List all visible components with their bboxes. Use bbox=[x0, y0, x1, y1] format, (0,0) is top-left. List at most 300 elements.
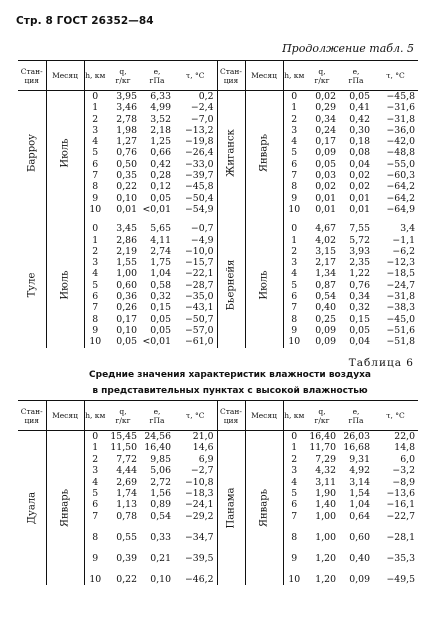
humidity-value: 0,02 bbox=[315, 91, 336, 102]
height-value: 4 bbox=[291, 268, 298, 280]
temperature-value: −31,6 bbox=[386, 102, 415, 114]
temperature-value: −43,1 bbox=[174, 302, 217, 313]
table-row bbox=[18, 91, 418, 103]
pressure-value: 5,72 bbox=[349, 234, 370, 246]
pressure-value: 2,74 bbox=[150, 245, 171, 257]
height-value: 4 bbox=[92, 476, 99, 488]
temperature-value: −22,1 bbox=[174, 268, 217, 279]
header-pressure-e: e, гПа bbox=[339, 61, 373, 91]
header-height: h, км bbox=[84, 401, 106, 431]
pressure-value: 3,93 bbox=[349, 245, 370, 257]
height-value: 3 bbox=[92, 465, 99, 477]
humidity-value: 1,00 bbox=[315, 531, 336, 543]
temperature-value: 14,8 bbox=[394, 442, 415, 454]
header-temperature: τ, °C bbox=[174, 61, 217, 91]
header-temperature: τ, °C bbox=[373, 61, 418, 91]
height-value: 7 bbox=[92, 170, 99, 182]
humidity-value: 2,86 bbox=[116, 234, 137, 246]
height-value: 10 bbox=[288, 336, 301, 348]
pressure-value: 0,42 bbox=[349, 113, 370, 125]
humidity-value: 1,20 bbox=[315, 573, 336, 585]
pressure-value: 0,18 bbox=[349, 136, 370, 148]
humidity-value: 0,09 bbox=[315, 336, 336, 348]
pressure-value: 0,09 bbox=[349, 573, 370, 585]
height-value: 1 bbox=[291, 234, 298, 246]
humidity-value: 0,09 bbox=[315, 324, 336, 336]
pressure-value: 0,64 bbox=[349, 510, 370, 522]
humidity-value: 0,10 bbox=[116, 324, 137, 336]
temperature-value: −57,0 bbox=[174, 325, 217, 336]
height-value: 3 bbox=[92, 124, 99, 136]
height-value: 6 bbox=[291, 158, 298, 170]
height-value: 4 bbox=[92, 268, 99, 280]
height-value: 5 bbox=[92, 147, 99, 159]
temperature-value: −35,3 bbox=[386, 552, 415, 564]
height-value: 0 bbox=[92, 91, 99, 102]
header-humidity-q: q, г/кг bbox=[305, 401, 339, 431]
height-value: 8 bbox=[291, 313, 298, 325]
temperature-value: −34,7 bbox=[174, 522, 217, 543]
pressure-value: 0,54 bbox=[150, 510, 171, 522]
humidity-value: 4,44 bbox=[116, 465, 137, 477]
table-title-line: Средние значения характеристик влажности воздуха bbox=[89, 370, 371, 380]
height-value: 4 bbox=[92, 136, 99, 148]
pressure-value: 0,28 bbox=[150, 170, 171, 182]
temperature-value: −45,8 bbox=[386, 91, 415, 102]
humidity-value: 3,95 bbox=[116, 91, 137, 102]
height-value: 3 bbox=[291, 124, 298, 136]
height-value: 1 bbox=[291, 442, 298, 454]
humidity-value: 1,40 bbox=[315, 499, 336, 511]
table-continuation-label: Продолжение табл. 5 bbox=[282, 42, 414, 55]
pressure-value: 9,85 bbox=[150, 453, 171, 465]
temperature-value: 21,0 bbox=[174, 431, 217, 443]
pressure-value: 0,04 bbox=[349, 158, 370, 170]
humidity-value: 1,00 bbox=[116, 268, 137, 280]
pressure-value: 0,40 bbox=[349, 552, 370, 564]
pressure-value: 0,32 bbox=[150, 291, 171, 303]
temperature-value: −16,1 bbox=[386, 499, 415, 511]
height-value: 5 bbox=[92, 279, 99, 291]
pressure-value: 0,01 bbox=[349, 203, 370, 215]
height-value: 0 bbox=[92, 431, 99, 442]
station-name: Дуала bbox=[18, 431, 46, 586]
height-value: 1 bbox=[92, 234, 99, 246]
pressure-value: <0,01 bbox=[142, 203, 171, 215]
height-value: 2 bbox=[92, 113, 99, 125]
header-height: h, км bbox=[84, 61, 106, 91]
station-name: Панама bbox=[217, 431, 245, 586]
table-5-continued bbox=[18, 60, 418, 348]
humidity-value: 4,67 bbox=[315, 223, 336, 235]
temperature-value: −28,1 bbox=[386, 531, 415, 543]
height-value: 1 bbox=[291, 102, 298, 114]
temperature-value: −24,1 bbox=[174, 499, 217, 510]
height-value: 10 bbox=[89, 203, 102, 215]
pressure-value: 0,12 bbox=[150, 181, 171, 193]
table-6 bbox=[18, 400, 418, 585]
temperature-value: −48,8 bbox=[386, 147, 415, 159]
humidity-value: 0,50 bbox=[116, 158, 137, 170]
height-value: 6 bbox=[291, 499, 298, 511]
header-station: Стан- ция bbox=[18, 61, 46, 91]
temperature-value: −51,6 bbox=[386, 324, 415, 336]
temperature-value: −1,1 bbox=[392, 234, 415, 246]
height-value: 9 bbox=[291, 552, 298, 564]
height-value: 9 bbox=[291, 324, 298, 336]
header-humidity-q: q, г/кг bbox=[106, 401, 140, 431]
humidity-value: 0,05 bbox=[315, 158, 336, 170]
temperature-value: −55,0 bbox=[386, 158, 415, 170]
table-row bbox=[18, 223, 418, 234]
humidity-value: 0,60 bbox=[116, 279, 137, 291]
table-title bbox=[40, 367, 420, 399]
temperature-value: −22,7 bbox=[386, 510, 415, 522]
pressure-value: 1,04 bbox=[349, 499, 370, 511]
temperature-value: −19,8 bbox=[174, 136, 217, 147]
height-value: 2 bbox=[92, 245, 99, 257]
temperature-value: 6,0 bbox=[400, 453, 415, 465]
humidity-value: 3,46 bbox=[116, 102, 137, 114]
temperature-value: −13,2 bbox=[174, 125, 217, 136]
group-spacer bbox=[18, 215, 418, 223]
temperature-value: −64,9 bbox=[386, 203, 415, 215]
humidity-value: 1,20 bbox=[315, 552, 336, 564]
temperature-value: −42,0 bbox=[386, 136, 415, 148]
height-value: 7 bbox=[291, 170, 298, 182]
height-value: 7 bbox=[92, 302, 99, 314]
station-name: Бьернейя bbox=[217, 223, 245, 347]
pressure-value: 4,92 bbox=[349, 465, 370, 477]
pressure-value: 0,01 bbox=[349, 192, 370, 204]
temperature-value: −24,7 bbox=[386, 279, 415, 291]
height-value: 4 bbox=[291, 476, 298, 488]
height-value: 9 bbox=[291, 192, 298, 204]
header-temperature: τ, °C bbox=[373, 401, 418, 431]
pressure-value: 0,05 bbox=[349, 91, 370, 102]
pressure-value: 2,35 bbox=[349, 257, 370, 269]
humidity-value: 0,01 bbox=[116, 203, 137, 215]
pressure-value: 0,05 bbox=[150, 192, 171, 204]
humidity-value: 11,70 bbox=[309, 442, 336, 454]
humidity-value: 0,05 bbox=[116, 336, 137, 348]
header-station: Стан- ция bbox=[217, 61, 245, 91]
temperature-value: −10,8 bbox=[174, 477, 217, 488]
humidity-value: 1,74 bbox=[116, 488, 137, 500]
pressure-value: 1,25 bbox=[150, 136, 171, 148]
pressure-value: 5,06 bbox=[150, 465, 171, 477]
header-height: h, км bbox=[283, 401, 305, 431]
pressure-value: 24,56 bbox=[144, 431, 171, 442]
temperature-value: −39,7 bbox=[174, 170, 217, 181]
temperature-value: −33,0 bbox=[174, 159, 217, 170]
height-value: 9 bbox=[92, 324, 99, 336]
month-name: Июль bbox=[46, 91, 84, 216]
humidity-value: 16,40 bbox=[309, 431, 336, 442]
pressure-value: <0,01 bbox=[142, 336, 171, 348]
pressure-value: 0,05 bbox=[150, 313, 171, 325]
header-station: Стан- ция bbox=[217, 401, 245, 431]
temperature-value: −26,4 bbox=[174, 147, 217, 158]
temperature-value: −39,5 bbox=[174, 543, 217, 564]
pressure-value: 0,60 bbox=[349, 531, 370, 543]
pressure-value: 1,54 bbox=[349, 488, 370, 500]
pressure-value: 3,52 bbox=[150, 113, 171, 125]
pressure-value: 0,05 bbox=[349, 324, 370, 336]
height-value: 8 bbox=[92, 531, 99, 543]
height-value: 8 bbox=[92, 313, 99, 325]
humidity-value: 0,22 bbox=[116, 181, 137, 193]
temperature-value: −10,0 bbox=[174, 246, 217, 257]
temperature-value: 6,9 bbox=[174, 454, 217, 465]
humidity-value: 0,24 bbox=[315, 124, 336, 136]
humidity-value: 0,17 bbox=[116, 313, 137, 325]
pressure-value: 1,22 bbox=[349, 268, 370, 280]
height-value: 6 bbox=[92, 499, 99, 511]
station-name: Жиганск bbox=[217, 91, 245, 216]
height-value: 6 bbox=[92, 291, 99, 303]
height-value: 8 bbox=[92, 181, 99, 193]
humidity-value: 4,02 bbox=[315, 234, 336, 246]
pressure-value: 1,56 bbox=[150, 488, 171, 500]
temperature-value: −28,7 bbox=[174, 280, 217, 291]
pressure-value: 1,75 bbox=[150, 257, 171, 269]
height-value: 0 bbox=[291, 431, 298, 442]
temperature-value: −0,7 bbox=[174, 223, 217, 234]
humidity-value: 11,50 bbox=[110, 442, 137, 454]
temperature-value: −50,7 bbox=[174, 314, 217, 325]
header-pressure-e: e, гПа bbox=[140, 401, 174, 431]
height-value: 8 bbox=[291, 181, 298, 193]
temperature-value: −13,6 bbox=[386, 488, 415, 500]
pressure-value: 0,05 bbox=[150, 324, 171, 336]
pressure-value: 0,08 bbox=[349, 147, 370, 159]
temperature-value: −54,9 bbox=[174, 204, 217, 215]
header-temperature: τ, °C bbox=[174, 401, 217, 431]
month-name: Июль bbox=[46, 223, 84, 347]
humidity-value: 0,55 bbox=[116, 531, 137, 543]
humidity-value: 0,01 bbox=[315, 192, 336, 204]
humidity-value: 7,72 bbox=[116, 453, 137, 465]
humidity-value: 1,00 bbox=[315, 510, 336, 522]
height-value: 0 bbox=[92, 223, 99, 235]
month-name: Январь bbox=[245, 91, 283, 216]
height-value: 2 bbox=[92, 453, 99, 465]
height-value: 7 bbox=[92, 510, 99, 522]
station-name: Туле bbox=[18, 223, 46, 347]
humidity-value: 0,34 bbox=[315, 113, 336, 125]
height-value: 2 bbox=[291, 453, 298, 465]
humidity-value: 0,78 bbox=[116, 510, 137, 522]
temperature-value: −18,3 bbox=[174, 488, 217, 499]
humidity-value: 1,34 bbox=[315, 268, 336, 280]
humidity-value: 3,45 bbox=[116, 223, 137, 235]
month-name: Январь bbox=[46, 431, 84, 586]
height-value: 10 bbox=[89, 573, 102, 585]
pressure-value: 0,02 bbox=[349, 181, 370, 193]
humidity-value: 2,69 bbox=[116, 476, 137, 488]
pressure-value: 0,66 bbox=[150, 147, 171, 159]
humidity-value: 0,09 bbox=[315, 147, 336, 159]
humidity-value: 2,19 bbox=[116, 245, 137, 257]
temperature-value: 14,6 bbox=[174, 442, 217, 453]
temperature-value: −2,7 bbox=[174, 465, 217, 476]
pressure-value: 3,14 bbox=[349, 476, 370, 488]
humidity-value: 7,29 bbox=[315, 453, 336, 465]
header-month: Месяц bbox=[245, 401, 283, 431]
header-month: Месяц bbox=[46, 61, 84, 91]
humidity-value: 0,03 bbox=[315, 170, 336, 182]
humidity-value: 0,10 bbox=[116, 192, 137, 204]
temperature-value: −60,3 bbox=[386, 170, 415, 182]
temperature-value: −3,2 bbox=[392, 465, 415, 477]
pressure-value: 2,72 bbox=[150, 476, 171, 488]
height-value: 9 bbox=[92, 192, 99, 204]
humidity-value: 0,40 bbox=[315, 302, 336, 314]
humidity-value: 0,26 bbox=[116, 302, 137, 314]
header-month: Месяц bbox=[46, 401, 84, 431]
height-value: 3 bbox=[291, 257, 298, 269]
pressure-value: 0,42 bbox=[150, 158, 171, 170]
humidity-value: 3,11 bbox=[315, 476, 336, 488]
height-value: 10 bbox=[288, 573, 301, 585]
height-value: 5 bbox=[291, 147, 298, 159]
temperature-value: −15,7 bbox=[174, 257, 217, 268]
height-value: 6 bbox=[291, 291, 298, 303]
temperature-value: −31,8 bbox=[386, 291, 415, 303]
temperature-value: −12,3 bbox=[386, 257, 415, 269]
height-value: 5 bbox=[291, 488, 298, 500]
header-month: Месяц bbox=[245, 61, 283, 91]
height-value: 0 bbox=[291, 91, 298, 102]
temperature-value: −29,2 bbox=[174, 511, 217, 522]
humidity-value: 1,98 bbox=[116, 124, 137, 136]
temperature-value: −36,0 bbox=[386, 124, 415, 136]
temperature-value: −38,3 bbox=[386, 302, 415, 314]
height-value: 4 bbox=[291, 136, 298, 148]
height-value: 7 bbox=[291, 302, 298, 314]
pressure-value: 5,65 bbox=[150, 223, 171, 235]
temperature-value: −45,8 bbox=[174, 181, 217, 192]
pressure-value: 2,18 bbox=[150, 124, 171, 136]
pressure-value: 0,34 bbox=[349, 291, 370, 303]
height-value: 2 bbox=[291, 113, 298, 125]
header-humidity-q: q, г/кг bbox=[106, 61, 140, 91]
station-name: Барроу bbox=[18, 91, 46, 216]
temperature-value: −7,0 bbox=[174, 114, 217, 125]
height-value: 7 bbox=[291, 510, 298, 522]
temperature-value: 3,4 bbox=[400, 223, 415, 235]
pressure-value: 0,04 bbox=[349, 336, 370, 348]
humidity-value: 0,17 bbox=[315, 136, 336, 148]
humidity-value: 2,17 bbox=[315, 257, 336, 269]
temperature-value: −18,5 bbox=[386, 268, 415, 280]
temperature-value: 22,0 bbox=[394, 431, 415, 442]
temperature-value: −8,9 bbox=[392, 476, 415, 488]
humidity-value: 15,45 bbox=[110, 431, 137, 442]
humidity-value: 0,36 bbox=[116, 291, 137, 303]
pressure-value: 16,68 bbox=[343, 442, 370, 454]
temperature-value: −50,4 bbox=[174, 193, 217, 204]
pressure-value: 4,99 bbox=[150, 102, 171, 114]
temperature-value: −45,0 bbox=[386, 313, 415, 325]
humidity-value: 1,90 bbox=[315, 488, 336, 500]
humidity-value: 0,02 bbox=[315, 181, 336, 193]
temperature-value: −35,0 bbox=[174, 291, 217, 302]
pressure-value: 0,21 bbox=[150, 552, 171, 564]
pressure-value: 0,32 bbox=[349, 302, 370, 314]
table-number: Таблица 6 bbox=[348, 357, 414, 369]
header-humidity-q: q, г/кг bbox=[305, 61, 339, 91]
pressure-value: 0,33 bbox=[150, 531, 171, 543]
temperature-value: 0,2 bbox=[174, 91, 217, 103]
height-value: 10 bbox=[89, 336, 102, 348]
temperature-value: −61,0 bbox=[174, 336, 217, 347]
pressure-value: 0,02 bbox=[349, 170, 370, 182]
pressure-value: 6,33 bbox=[150, 91, 171, 102]
pressure-value: 0,15 bbox=[150, 302, 171, 314]
height-value: 1 bbox=[92, 102, 99, 114]
humidity-value: 0,01 bbox=[315, 203, 336, 215]
height-value: 1 bbox=[92, 442, 99, 454]
height-value: 5 bbox=[291, 279, 298, 291]
pressure-value: 16,40 bbox=[144, 442, 171, 454]
temperature-value: −51,8 bbox=[386, 336, 415, 348]
humidity-value: 1,13 bbox=[116, 499, 137, 511]
height-value: 8 bbox=[291, 531, 298, 543]
humidity-value: 0,76 bbox=[116, 147, 137, 159]
humidity-value: 0,29 bbox=[315, 102, 336, 114]
pressure-value: 0,58 bbox=[150, 279, 171, 291]
pressure-value: 9,31 bbox=[349, 453, 370, 465]
humidity-value: 0,35 bbox=[116, 170, 137, 182]
height-value: 2 bbox=[291, 245, 298, 257]
pressure-value: 0,30 bbox=[349, 124, 370, 136]
humidity-value: 0,22 bbox=[116, 573, 137, 585]
humidity-value: 1,27 bbox=[116, 136, 137, 148]
humidity-value: 0,87 bbox=[315, 279, 336, 291]
temperature-value: −46,2 bbox=[174, 564, 217, 585]
temperature-value: −64,2 bbox=[386, 181, 415, 193]
height-value: 9 bbox=[92, 552, 99, 564]
temperature-value: −31,8 bbox=[386, 113, 415, 125]
temperature-value: −2,4 bbox=[174, 102, 217, 113]
temperature-value: −49,5 bbox=[386, 573, 415, 585]
month-name: Январь bbox=[245, 431, 283, 586]
height-value: 3 bbox=[291, 465, 298, 477]
pressure-value: 0,41 bbox=[349, 102, 370, 114]
page-header: Стр. 8 ГОСТ 26352—84 bbox=[16, 15, 154, 27]
humidity-value: 2,78 bbox=[116, 113, 137, 125]
temperature-value: −4,9 bbox=[174, 235, 217, 246]
table-title-line: в представительных пунктах с высокой влажностью bbox=[92, 386, 368, 396]
pressure-value: 0,10 bbox=[150, 573, 171, 585]
header-pressure-e: e, гПа bbox=[339, 401, 373, 431]
height-value: 0 bbox=[291, 223, 298, 235]
pressure-value: 0,76 bbox=[349, 279, 370, 291]
height-value: 10 bbox=[288, 203, 301, 215]
humidity-value: 0,39 bbox=[116, 552, 137, 564]
height-value: 6 bbox=[92, 158, 99, 170]
header-station: Стан- ция bbox=[18, 401, 46, 431]
humidity-value: 1,55 bbox=[116, 257, 137, 269]
height-value: 3 bbox=[92, 257, 99, 269]
humidity-value: 0,54 bbox=[315, 291, 336, 303]
height-value: 5 bbox=[92, 488, 99, 500]
pressure-value: 7,55 bbox=[349, 223, 370, 235]
table-row bbox=[18, 431, 418, 443]
month-name: Июль bbox=[245, 223, 283, 347]
